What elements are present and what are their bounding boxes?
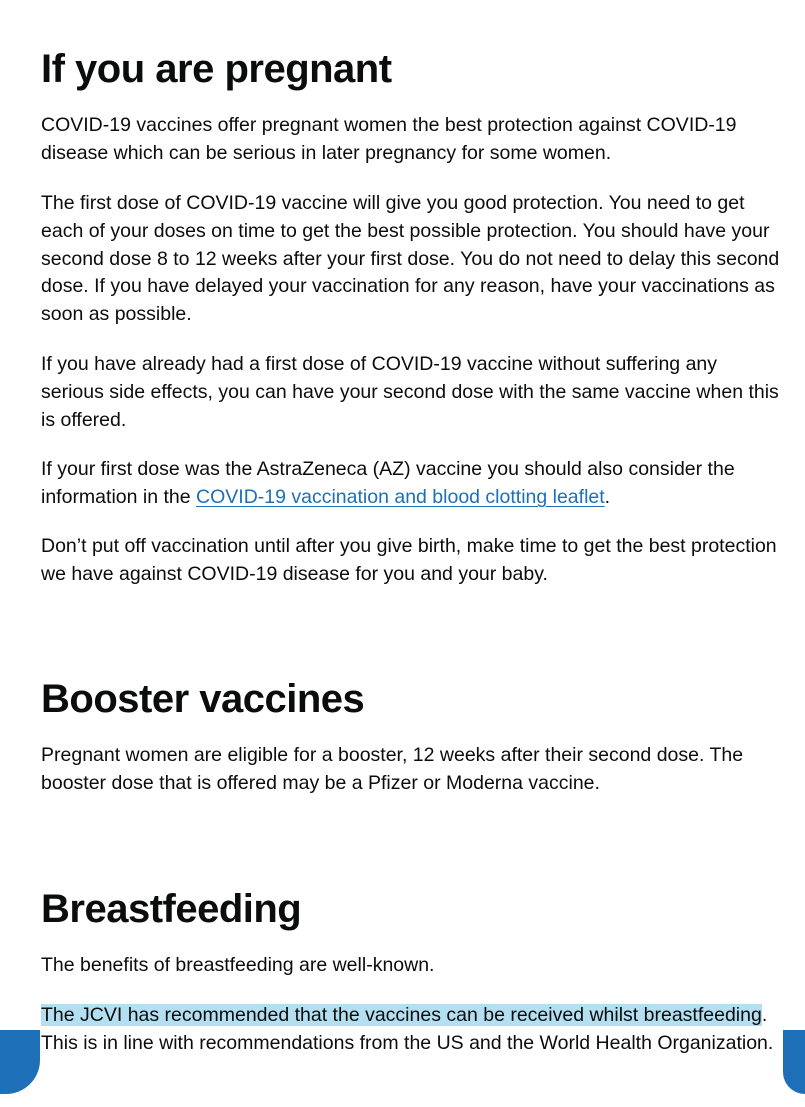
- pregnant-paragraph-4: [41, 456, 781, 512]
- selected-text-highlight: The JCVI has recommended that the vaccines can be received whilst breastfeeding: [41, 1004, 762, 1026]
- pregnant-paragraph-4-text: If your first dose was the AstraZeneca (AZ) vaccine you should also consider the information in the: [41, 458, 735, 508]
- left-edge-tab[interactable]: [0, 1030, 40, 1094]
- heading-breastfeeding: Breastfeeding: [41, 887, 302, 931]
- pregnant-paragraph-3: If you have already had a first dose of COVID-19 vaccine without suffering any serious side effects, you can have your second dose with the same vaccine when this is offered.: [41, 353, 779, 431]
- pregnant-paragraph-2: The first dose of COVID-19 vaccine will give you good protection. You need to get each of your doses on time to get the best possible protection. You should have your second dose 8 to 12 weeks after your first dose. You do not need to delay this second dose. If you have delayed your vaccination for any reason, have your vaccinations as soon as possible.: [41, 192, 780, 326]
- booster-paragraph-1: Pregnant women are eligible for a booster, 12 weeks after their second dose. The booster dose that is offered may be a Pfizer or Moderna vaccine.: [41, 744, 744, 794]
- breastfeeding-paragraph-2-rest: . This is in line with recommendations from the US and the World Health Organization.: [41, 1004, 774, 1054]
- pregnant-paragraph-1: COVID-19 vaccines offer pregnant women the best protection against COVID-19 disease which can be serious in later pregnancy for some women.: [41, 114, 737, 164]
- right-edge-tab[interactable]: [783, 1030, 805, 1094]
- pregnant-paragraph-4-end: .: [604, 485, 611, 508]
- blood-clotting-leaflet-link[interactable]: COVID-19 vaccination and blood clotting leaflet: [196, 485, 605, 508]
- heading-if-you-are-pregnant: If you are pregnant: [41, 47, 392, 91]
- heading-booster-vaccines: Booster vaccines: [41, 677, 365, 721]
- breastfeeding-paragraph-2: [41, 1002, 801, 1058]
- pregnant-paragraph-5: Don’t put off vaccination until after you give birth, make time to get the best protection we have against COVID-19 disease for you and your baby.: [41, 535, 777, 585]
- breastfeeding-paragraph-1: The benefits of breastfeeding are well-known.: [41, 954, 435, 976]
